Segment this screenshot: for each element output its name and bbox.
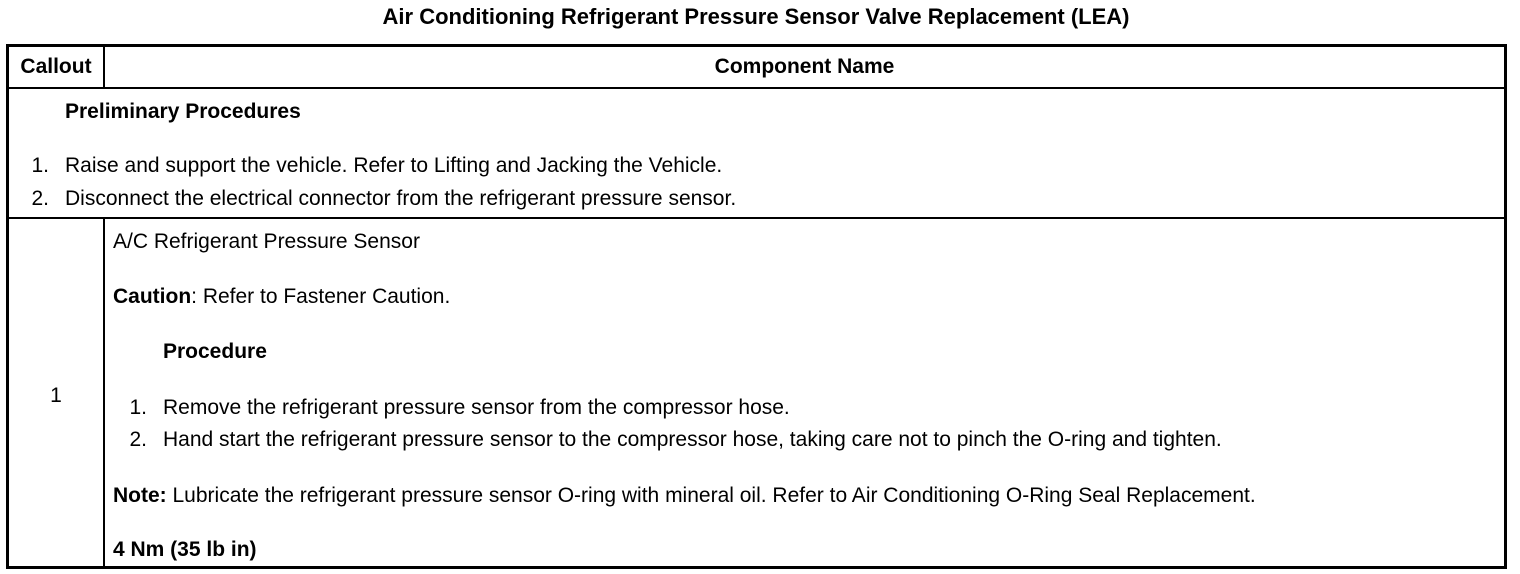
step-text: Remove the refrigerant pressure sensor from the compressor hose. <box>163 396 790 419</box>
component-name: A/C Refrigerant Pressure Sensor <box>113 230 420 253</box>
component-name-column-header: Component Name <box>714 55 895 78</box>
step-number: 2. <box>31 187 49 210</box>
step-text: Disconnect the electrical connector from the refrigerant pressure sensor. <box>65 187 737 210</box>
component-table <box>6 44 1507 569</box>
caution-line <box>113 284 450 310</box>
step-number: 1. <box>31 154 49 177</box>
preliminary-procedures-heading: Preliminary Procedures <box>65 100 301 123</box>
note-line <box>113 483 1256 509</box>
callout-number: 1 <box>50 384 62 407</box>
note-label: Note: <box>113 484 167 507</box>
step-number: 2. <box>129 428 147 451</box>
step-number: 1. <box>129 396 147 419</box>
step-text: Raise and support the vehicle. Refer to Lifting and Jacking the Vehicle. <box>65 154 723 177</box>
table-header-row <box>9 47 1504 89</box>
component-cell <box>107 219 1504 566</box>
table-row <box>9 219 1504 566</box>
caution-label: Caution <box>113 285 192 308</box>
torque-spec: 4 Nm (35 lb in) <box>113 538 257 561</box>
preliminary-procedures-row <box>9 89 1504 219</box>
step-text: Hand start the refrigerant pressure sensor to the compressor hose, taking care not to pinch the O-ring and tighten. <box>163 428 1222 451</box>
note-text: Lubricate the refrigerant pressure sensor O-ring with mineral oil. Refer to Air Conditioning O-Ring Seal Replacement. <box>166 484 1256 507</box>
procedure-heading: Procedure <box>163 340 267 363</box>
callout-cell <box>9 219 105 566</box>
callout-column-header: Callout <box>9 47 105 87</box>
caution-text: : Refer to Fastener Caution. <box>191 285 451 308</box>
document-title: Air Conditioning Refrigerant Pressure Sensor Valve Replacement (LEA) <box>382 4 1130 29</box>
